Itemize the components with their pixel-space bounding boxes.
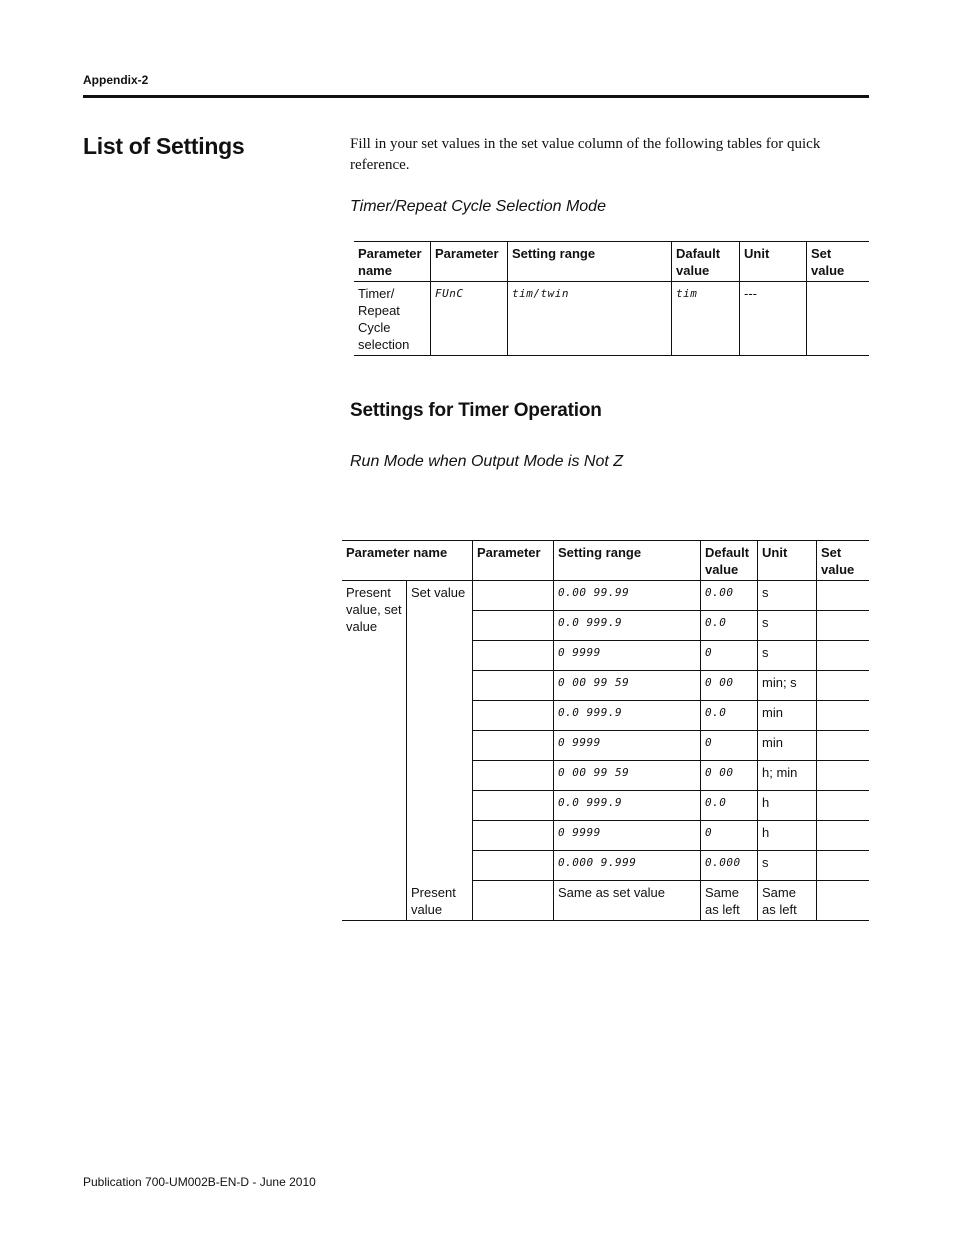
publication-footer: Publication 700-UM002B-EN-D - June 2010 [83,1175,316,1189]
cell-default-value: 0 [701,641,758,671]
cell-group-name: Present value, set value [346,585,402,634]
cell-unit: min; s [758,671,817,701]
cell-set-value [817,791,870,821]
cell-parameter: FUnC [431,282,508,356]
table-row [342,581,869,611]
timer-repeat-table [354,241,869,356]
cell-parameter [473,641,554,671]
cell-parameter [473,851,554,881]
cell-unit: h [758,821,817,851]
section-title: List of Settings [83,133,245,159]
cell-set-value [817,611,870,641]
cell-default-value: 0.0 [701,611,758,641]
table1-caption: Timer/Repeat Cycle Selection Mode [350,198,606,215]
cell-default-value: Same as left [701,881,758,921]
cell-set-value [807,282,870,356]
cell-unit: s [758,611,817,641]
cell-setting-range: 0 9999 [554,731,701,761]
cell-unit: s [758,641,817,671]
cell-unit: h [758,791,817,821]
cell-set-value [817,731,870,761]
cell-setting-range: 0.000 9.999 [554,851,701,881]
cell-parameter [473,791,554,821]
table-row [342,881,869,921]
intro-paragraph: Fill in your set values in the set value column of the following tables for quick reference. [350,136,821,173]
cell-set-value [817,671,870,701]
cell-set-value [817,881,870,921]
cell-default-value: 0 00 [701,671,758,701]
table-row [354,282,869,356]
cell-setting-range: 0 00 99 59 [554,671,701,701]
cell-setting-range: Same as set value [554,881,701,921]
cell-default-value: 0.000 [701,851,758,881]
col-header-setting-range: Setting range [508,242,672,282]
timer-operation-table [342,540,869,921]
cell-setting-range: 0.00 99.99 [554,581,701,611]
cell-setting-range: 0 9999 [554,821,701,851]
cell-parameter [473,761,554,791]
cell-unit: h; min [758,761,817,791]
cell-default-value: tim [672,282,740,356]
cell-parameter [473,581,554,611]
cell-setting-range: tim/twin [508,282,672,356]
cell-unit: min [758,731,817,761]
cell-parameter [473,671,554,701]
cell-parameter [473,731,554,761]
cell-unit: s [758,581,817,611]
col-header-unit: Unit [758,541,817,581]
col-header-setting-range: Setting range [554,541,701,581]
col-header-default-value: Default value [701,541,758,581]
cell-parameter [473,611,554,641]
cell-set-value [817,851,870,881]
cell-parameter-name: Timer/ Repeat Cycle selection [358,286,410,352]
cell-default-value: 0 00 [701,761,758,791]
cell-present-value-label: Present value [407,881,473,921]
cell-default-value: 0.0 [701,791,758,821]
cell-set-value [817,641,870,671]
col-header-unit: Unit [740,242,807,282]
cell-set-value [817,701,870,731]
header-rule [83,95,869,98]
table2-caption: Run Mode when Output Mode is Not Z [350,453,624,470]
col-header-parameter: Parameter [431,242,508,282]
table-header-row [342,541,869,581]
cell-parameter [473,821,554,851]
cell-parameter [473,881,554,921]
cell-setting-range: 0 9999 [554,641,701,671]
cell-setting-range: 0.0 999.9 [554,791,701,821]
cell-set-value [817,761,870,791]
cell-default-value: 0 [701,821,758,851]
cell-setting-range: 0.0 999.9 [554,611,701,641]
col-header-set-value: Set value [807,242,870,282]
cell-default-value: 0.0 [701,701,758,731]
cell-unit: min [758,701,817,731]
cell-default-value: 0.00 [701,581,758,611]
cell-set-value [817,581,870,611]
cell-set-value [817,821,870,851]
col-header-parameter-name: Parameter name [354,242,431,282]
table-header-row [354,242,869,282]
col-header-parameter: Parameter [473,541,554,581]
cell-default-value: 0 [701,731,758,761]
cell-unit: s [758,851,817,881]
cell-parameter [473,701,554,731]
cell-setting-range: 0.0 999.9 [554,701,701,731]
cell-set-value-label: Set value [407,581,473,881]
col-header-parameter-name: Parameter name [342,541,473,581]
page-header-label: Appendix-2 [83,73,149,87]
col-header-set-value: Set value [817,541,870,581]
cell-unit: --- [740,282,807,356]
cell-setting-range: 0 00 99 59 [554,761,701,791]
cell-unit: Same as left [758,881,817,921]
col-header-default-value: Dafault value [672,242,740,282]
subsection-title: Settings for Timer Operation [350,400,602,421]
